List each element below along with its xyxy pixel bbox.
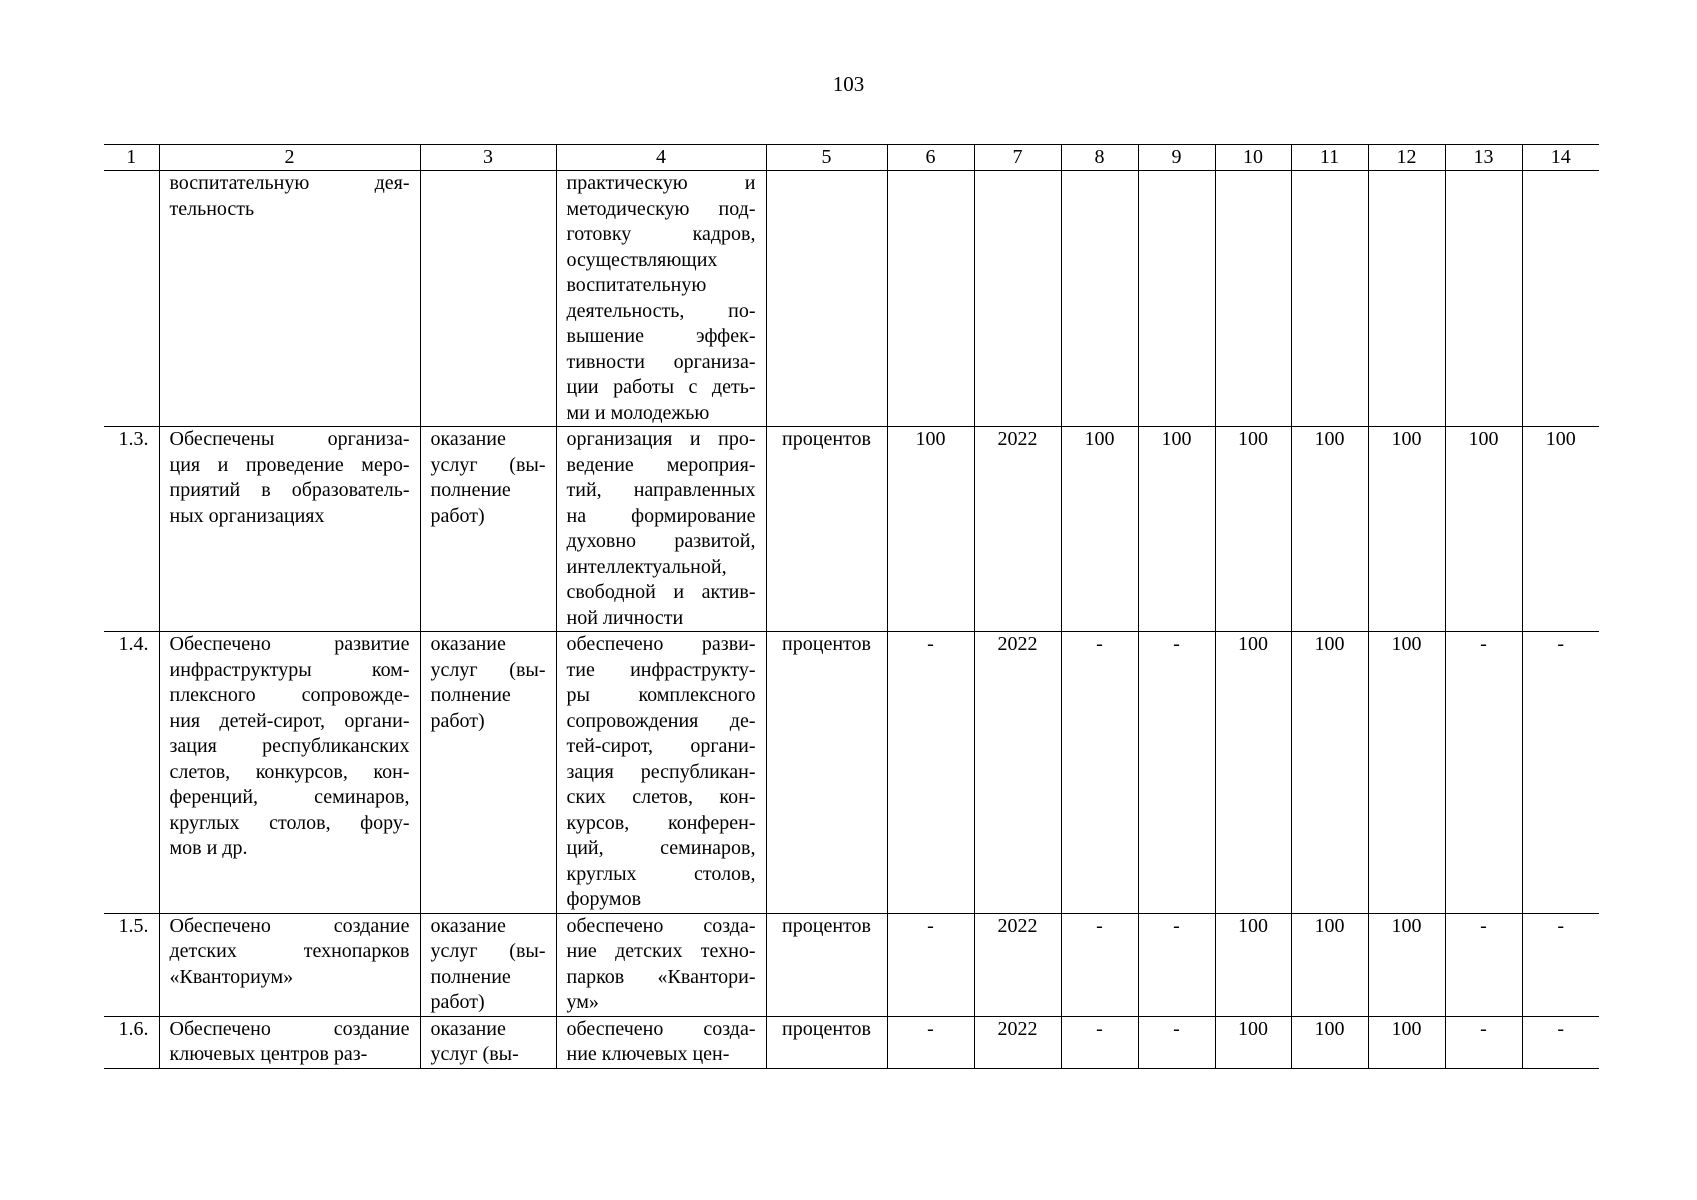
cell-text-line: работ) [430,991,485,1013]
value-cell [1291,171,1368,427]
unit-cell: процентов [766,913,887,1016]
cell-text-line: работ) [430,709,485,732]
column-number-cell: 1 [104,145,159,171]
cell-text-line: на формирование [566,504,756,527]
value-cell: - [887,913,974,1016]
cell-text-line: ние детских техно- [566,940,756,962]
cell-text-line: круглых столов, [566,862,756,885]
result-description-cell [556,427,766,632]
cell-text-line: ций, семинаров, [566,837,756,859]
value-cell: 2022 [974,427,1061,632]
value-cell [1368,171,1445,427]
cell-text-line: сопровождения де- [566,709,756,732]
unit-cell: процентов [766,427,887,632]
cell-text-line: услуг (вы- [430,658,546,681]
value-cell: - [1061,913,1138,1016]
cell-text-line: воспитательную [566,274,707,296]
cell-text-line: круглых столов, фору- [169,811,410,834]
value-cell: 100 [1291,427,1368,632]
result-name-cell [159,1016,420,1068]
cell-text-line: полнение [430,965,511,988]
row-index-cell: 1.4. [104,632,159,914]
cell-text-line: готовку кадров, [566,223,756,245]
value-cell: 100 [1138,427,1215,632]
result-name-cell [159,171,420,427]
cell-text-line: ной личности [566,606,684,629]
cell-text-line: обеспечено созда- [566,1017,756,1040]
cell-text-line: воспитательную дея- [169,172,410,194]
cell-text-line: обеспечено созда- [566,914,756,937]
column-number-cell: 12 [1368,145,1445,171]
value-cell: 2022 [974,1016,1061,1068]
page-number: 103 [832,72,865,96]
column-number-cell: 13 [1445,145,1522,171]
table-row [104,427,1599,632]
cell-text-line: полнение [430,479,511,501]
table-row [104,913,1599,1016]
table-body [104,145,1599,1069]
cell-text-line: вышение эффек- [566,325,756,347]
cell-text-line: методическую под- [566,197,756,220]
value-cell: 100 [1445,427,1522,632]
cell-text-line: ференций, семинаров, [169,786,410,808]
cell-text-line: детских технопарков [169,940,410,962]
cell-text-line: оказание [430,428,506,450]
cell-text-line: деятельность, по- [566,299,756,322]
cell-text-line: интеллектуальной, [566,555,727,578]
value-cell: - [1138,1016,1215,1068]
cell-text-line: оказание [430,633,506,655]
value-cell: 100 [1368,913,1445,1016]
result-type-cell [420,1016,556,1068]
column-number-cell: 2 [159,145,420,171]
row-index-cell: 1.3. [104,427,159,632]
cell-text-line: тивности организа- [566,350,756,373]
cell-text-line: ум» [566,991,599,1013]
value-cell: 100 [1215,913,1291,1016]
unit-cell: процентов [766,632,887,914]
column-number-cell: 6 [887,145,974,171]
cell-text-line: оказание [430,1017,506,1040]
unit-cell: процентов [766,1016,887,1068]
cell-text-line: ских слетов, кон- [566,786,756,808]
cell-text-line: работ) [430,504,485,527]
cell-text-line: зация республикан- [566,760,756,783]
value-cell: - [887,632,974,914]
value-cell [1215,171,1291,427]
value-cell [974,171,1061,427]
value-cell: - [1445,632,1522,914]
cell-text-line: Обеспечено создание [169,1017,410,1040]
table-row [104,171,1599,427]
value-cell: - [1522,913,1599,1016]
column-number-cell: 4 [556,145,766,171]
value-cell: - [1445,913,1522,1016]
result-name-cell [159,913,420,1016]
cell-text-line: ми и молодежью [566,401,710,424]
value-cell: 100 [1291,1016,1368,1068]
result-name-cell [159,632,420,914]
cell-text-line: обеспечено разви- [566,633,756,655]
value-cell: 100 [1215,427,1291,632]
cell-text-line: ведение мероприя- [566,453,756,476]
cell-text-line: ры комплексного [566,684,756,706]
result-description-cell [556,632,766,914]
value-cell: 100 [1522,427,1599,632]
value-cell: 100 [1291,632,1368,914]
value-cell: 100 [1215,632,1291,914]
cell-text-line: Обеспечено создание [169,914,410,937]
cell-text-line: услуг (вы- [430,1043,519,1065]
result-name-cell [159,427,420,632]
cell-text-line: тей-сирот, органи- [566,735,756,757]
value-cell: 100 [1368,1016,1445,1068]
cell-text-line: духовно развитой, [566,530,756,552]
column-number-cell: 7 [974,145,1061,171]
value-cell [1522,171,1599,427]
cell-text-line: тельность [169,197,255,220]
cell-text-line: курсов, конферен- [566,811,756,834]
cell-text-line: Обеспечены организа- [169,428,410,450]
column-number-cell: 8 [1061,145,1138,171]
row-index-cell [104,171,159,427]
column-number-cell: 3 [420,145,556,171]
cell-text-line: осуществляющих [566,248,718,271]
value-cell [1445,171,1522,427]
cell-text-line: оказание [430,914,506,937]
cell-text-line: форумов [566,888,642,910]
result-type-cell [420,171,556,427]
value-cell: - [1138,632,1215,914]
unit-cell [766,171,887,427]
cell-text-line: полнение [430,684,511,706]
cell-text-line: практическую и [566,172,756,194]
value-cell: - [1522,632,1599,914]
value-cell: - [1061,632,1138,914]
column-number-cell: 9 [1138,145,1215,171]
value-cell: 100 [887,427,974,632]
column-number-cell: 5 [766,145,887,171]
cell-text-line: приятий в образователь- [169,479,410,501]
cell-text-line: тий, направленных [566,479,756,501]
value-cell: - [887,1016,974,1068]
cell-text-line: ция и проведение меро- [169,453,410,476]
cell-text-line: свободной и актив- [566,581,756,603]
value-cell: 2022 [974,632,1061,914]
result-type-cell [420,427,556,632]
result-description-cell [556,1016,766,1068]
cell-text-line: ния детей-сирот, органи- [169,709,410,732]
cell-text-line: Обеспечено развитие [169,633,410,655]
cell-text-line: ции работы с деть- [566,376,756,398]
cell-text-line: ние ключевых цен- [566,1043,730,1065]
result-description-cell [556,913,766,1016]
cell-text-line: «Кванториум» [169,965,294,988]
value-cell [1138,171,1215,427]
cell-text-line: инфраструктуры ком- [169,658,410,681]
value-cell [887,171,974,427]
value-cell [1061,171,1138,427]
cell-text-line: мов и др. [169,837,248,859]
value-cell: 100 [1368,632,1445,914]
cell-text-line: ных организациях [169,504,325,527]
indicators-table [104,144,1599,1069]
value-cell: - [1522,1016,1599,1068]
cell-text-line: ключевых центров раз- [169,1043,368,1065]
value-cell: - [1138,913,1215,1016]
value-cell: 100 [1215,1016,1291,1068]
column-number-cell: 11 [1291,145,1368,171]
cell-text-line: тие инфраструкту- [566,658,756,681]
cell-text-line: услуг (вы- [430,940,546,962]
cell-text-line: плексного сопровожде- [169,684,410,706]
cell-text-line: организация и про- [566,428,756,450]
result-type-cell [420,632,556,914]
value-cell: - [1061,1016,1138,1068]
value-cell: 2022 [974,913,1061,1016]
table-row [104,1016,1599,1068]
table-row [104,632,1599,914]
row-index-cell: 1.5. [104,913,159,1016]
result-description-cell [556,171,766,427]
value-cell: - [1445,1016,1522,1068]
column-number-row [104,145,1599,171]
value-cell: 100 [1061,427,1138,632]
result-type-cell [420,913,556,1016]
row-index-cell: 1.6. [104,1016,159,1068]
value-cell: 100 [1368,427,1445,632]
column-number-cell: 10 [1215,145,1291,171]
value-cell: 100 [1291,913,1368,1016]
cell-text-line: парков «Квантори- [566,965,756,988]
cell-text-line: слетов, конкурсов, кон- [169,760,410,783]
column-number-cell: 14 [1522,145,1599,171]
cell-text-line: зация республиканских [169,735,410,757]
cell-text-line: услуг (вы- [430,453,546,476]
